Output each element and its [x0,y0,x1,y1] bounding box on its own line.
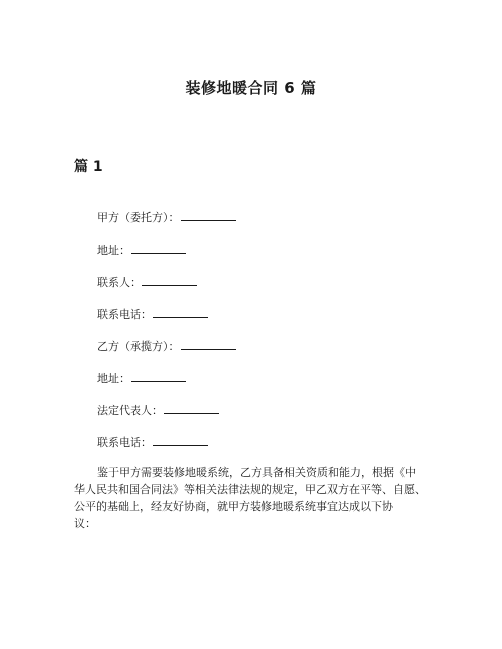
field-party-b [97,339,236,355]
fill-blank [131,371,186,382]
field-address-a [97,243,186,259]
fill-blank [131,243,186,254]
preamble-paragraph [74,464,446,532]
paragraph-line: 华人民共和国合同法》等相关法律法规的规定，甲乙双方在平等、自愿、 [74,483,426,496]
field-phone-a [97,307,208,323]
fill-blank [181,210,236,221]
document-title: 装修地暖合同 6 篇 [185,79,317,97]
field-label: 联系人： [97,276,141,289]
field-label: 地址： [97,244,130,257]
field-party-a [97,210,236,226]
field-label: 联系电话： [97,436,152,449]
fill-blank [153,307,208,318]
paragraph-line: 公平的基础上，经友好协商，就甲方装修地暖系统事宜达成以下协 [74,500,393,513]
field-label: 法定代表人： [97,404,163,417]
paragraph-line: 议： [74,517,96,530]
field-label: 联系电话： [97,308,152,321]
section-heading: 篇 1 [74,159,103,175]
field-label: 甲方（委托方）： [97,211,180,224]
fill-blank [153,435,208,446]
field-phone-b [97,435,208,451]
paragraph-line: 鉴于甲方需要装修地暖系统，乙方具备相关资质和能力，根据《中 [97,466,416,479]
field-contact-a [97,275,197,291]
field-label: 地址： [97,372,130,385]
fill-blank [181,339,236,350]
field-legal-rep [97,403,219,419]
field-label: 乙方（承揽方）： [97,340,180,353]
fill-blank [164,403,219,414]
fill-blank [142,275,197,286]
field-address-b [97,371,186,387]
